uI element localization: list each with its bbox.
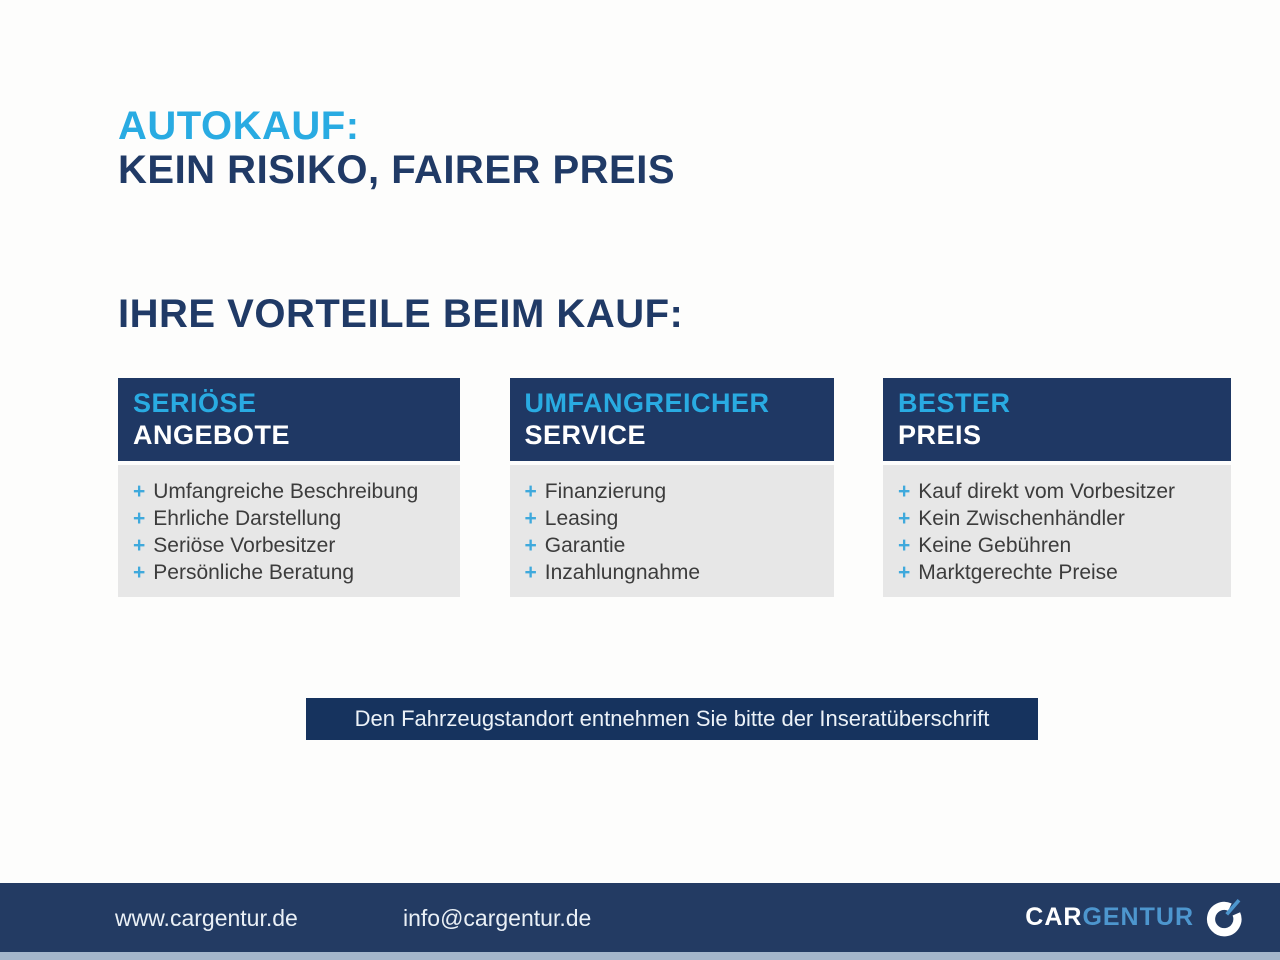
list-item-label: Inzahlungnahme (544, 561, 701, 584)
list-item (133, 532, 460, 559)
list-item-label: Seriöse Vorbesitzer (153, 534, 336, 557)
plus-icon: + (524, 534, 537, 557)
column-umfangreicher-service (510, 378, 834, 597)
column-title-accent: SERIÖSE (133, 388, 257, 418)
column-header (118, 378, 460, 461)
list-item (898, 559, 1231, 586)
plus-icon: + (898, 534, 911, 557)
section-title: IHRE VORTEILE BEIM KAUF: (118, 292, 684, 336)
column-bester-preis (883, 378, 1231, 597)
column-title-accent: BESTER (898, 388, 1011, 418)
website-link[interactable]: www.cargentur.de (115, 905, 298, 931)
column-header (883, 378, 1231, 461)
benefit-columns (118, 378, 1231, 597)
plus-icon: + (133, 507, 146, 530)
list-item (133, 505, 460, 532)
list-item-label: Keine Gebühren (918, 534, 1072, 557)
column-title-accent: UMFANGREICHER (524, 388, 770, 418)
column-benefit-panel (510, 465, 834, 597)
headline (118, 104, 675, 192)
list-item-label: Finanzierung (544, 480, 667, 503)
list-item (525, 532, 834, 559)
headline-line1: AUTOKAUF: (118, 104, 360, 148)
logo-text-gentur: GENTUR (1082, 903, 1194, 931)
list-item-label: Leasing (544, 507, 619, 530)
list-item-label: Marktgerechte Preise (918, 561, 1118, 584)
plus-icon: + (524, 480, 537, 503)
benefit-list (133, 478, 460, 586)
list-item-label: Kein Zwischenhändler (918, 507, 1125, 530)
column-title-white: SERVICE (524, 420, 647, 450)
list-item (133, 478, 460, 505)
plus-icon: + (898, 507, 911, 530)
location-notice-banner: Den Fahrzeugstandort entnehmen Sie bitte der Inseratüberschrift (306, 698, 1038, 740)
logo-text (1025, 897, 1194, 937)
email-link[interactable]: info@cargentur.de (403, 905, 592, 931)
list-item-label: Ehrliche Darstellung (153, 507, 342, 530)
list-item (525, 478, 834, 505)
footer-bottom-strip (0, 952, 1280, 960)
cargentur-logo (1025, 897, 1244, 937)
list-item (898, 532, 1231, 559)
list-item (525, 505, 834, 532)
column-seriose-angebote (118, 378, 460, 597)
plus-icon: + (524, 507, 537, 530)
benefit-list (898, 478, 1231, 586)
list-item-label: Persönliche Beratung (153, 561, 355, 584)
speedometer-c-icon (1204, 897, 1244, 937)
footer-bar (0, 883, 1280, 952)
headline-line2: KEIN RISIKO, FAIRER PREIS (118, 148, 676, 192)
plus-icon: + (898, 561, 911, 584)
column-title-white: ANGEBOTE (133, 420, 291, 450)
plus-icon: + (524, 561, 537, 584)
list-item-label: Kauf direkt vom Vorbesitzer (918, 480, 1176, 503)
list-item (898, 505, 1231, 532)
plus-icon: + (898, 480, 911, 503)
list-item (898, 478, 1231, 505)
column-benefit-panel (883, 465, 1231, 597)
column-title-white: PREIS (898, 420, 982, 450)
plus-icon: + (133, 534, 146, 557)
list-item-label: Garantie (544, 534, 626, 557)
list-item (133, 559, 460, 586)
list-item-label: Umfangreiche Beschreibung (153, 480, 419, 503)
plus-icon: + (133, 561, 146, 584)
logo-text-car: CAR (1025, 903, 1083, 931)
plus-icon: + (133, 480, 146, 503)
list-item (525, 559, 834, 586)
benefit-list (525, 478, 834, 586)
column-benefit-panel (118, 465, 460, 597)
column-header (510, 378, 834, 461)
